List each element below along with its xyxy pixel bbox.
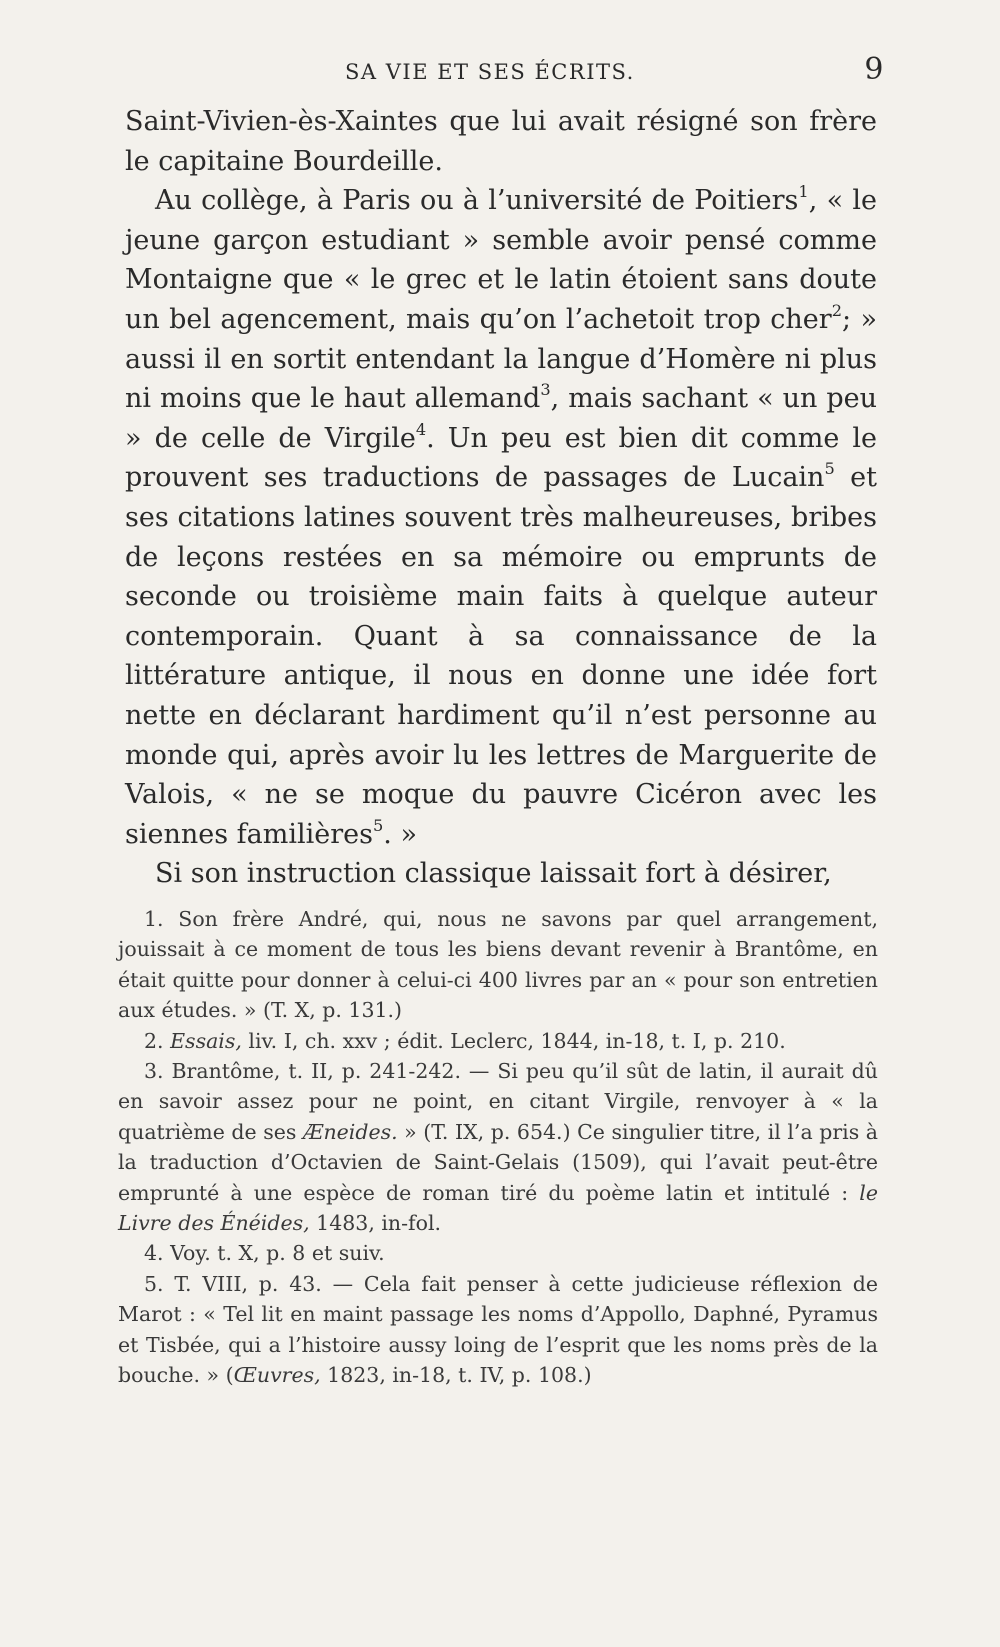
footnote-3 bbox=[118, 1056, 878, 1238]
footnote-ref: 2 bbox=[831, 300, 843, 320]
footnote-text: 1823, in-18, t. IV, p. 108.) bbox=[320, 1363, 592, 1388]
footnote-text: » (T. IX, p. 654.) Ce singulier titre, il l’a pris à la traduction d’Octavien de Saint-Gelais (1509), qui l’avait peut-être emprunté à une espèce de roman tiré du poème latin et intitulé : bbox=[118, 1119, 878, 1205]
text-segment: . Un peu est bien dit comme le prouvent ses traductions de passages de Lucain bbox=[125, 422, 878, 494]
paragraph-3: Si son instruction classique laissait fort à désirer, bbox=[155, 858, 832, 890]
work-title: Æneides. bbox=[302, 1119, 398, 1144]
footnote-ref: 4 bbox=[415, 419, 427, 439]
running-head bbox=[125, 52, 885, 92]
running-title: SA VIE ET SES ÉCRITS. bbox=[345, 60, 635, 84]
paragraph-2 bbox=[125, 181, 877, 854]
footnote-ref: 1 bbox=[798, 182, 809, 202]
footnote-number: 2. bbox=[144, 1028, 171, 1053]
work-title: Œuvres, bbox=[233, 1363, 321, 1388]
footnote-ref: 3 bbox=[540, 380, 551, 400]
work-title: Essais, bbox=[170, 1028, 242, 1053]
text-segment: . » bbox=[383, 818, 417, 850]
footnote-1: 1. Son frère André, qui, nous ne savons par quel arrangement, jouissait à ce moment de tous les biens devant revenir à Brantôme, en était quitte pour donner à celui-ci 400 livres par an « pour son entretien aux études. » (T. X, p. 131.) bbox=[118, 907, 878, 1023]
paragraph-1: Saint-Vivien-ès-Xaintes que lui avait résigné son frère le capitaine Bourdeille. bbox=[125, 106, 877, 177]
footnote-ref: 5 bbox=[824, 459, 835, 479]
footnote-text: 1483, in-fol. bbox=[309, 1211, 442, 1236]
footnotes bbox=[118, 904, 878, 1391]
footnote-text: liv. I, ch. xxv ; édit. Leclerc, 1844, in-18, t. I, p. 210. bbox=[241, 1028, 786, 1053]
work-title: le Livre des Énéides, bbox=[118, 1180, 878, 1236]
footnote-text: 3. Brantôme, t. II, p. 241-242. — Si peu qu’il sût de latin, il aurait dû en savoir assez pour ne point, en citant Virgile, renvoyer à « la quatrième de ses bbox=[118, 1059, 878, 1144]
text-segment: , mais sachant « un peu » de celle de Virgile bbox=[125, 383, 878, 454]
body-text bbox=[125, 102, 877, 894]
footnote-ref: 5 bbox=[372, 815, 384, 835]
text-segment: et ses citations latines souvent très malheureuses, bribes de leçons restées en sa mémoire ou emprunts de seconde ou troisième main faits à quelque auteur contemporain. Quant à sa connaissance de la littérature antique, il nous en donne une idée fort nette en déclarant hardiment qu’il n’est personne au monde qui, après avoir lu les lettres de Marguerite de Valois, « ne se moque du pauvre Cicéron avec les siennes familières bbox=[125, 462, 877, 850]
footnote-4: 4. Voy. t. X, p. 8 et suiv. bbox=[144, 1241, 385, 1266]
footnote-5 bbox=[118, 1269, 878, 1391]
footnote-2 bbox=[118, 1026, 878, 1056]
text-segment: Au collège, à Paris ou à l’université de Poitiers bbox=[155, 185, 799, 217]
page-number: 9 bbox=[864, 52, 885, 87]
text-segment: ; » aussi il en sortit entendant la langue d’Homère ni plus ni moins que le haut allemand bbox=[125, 303, 878, 415]
footnote-text: 5. T. VIII, p. 43. — Cela fait penser à cette judicieuse réflexion de Marot : « Tel lit en maint passage les noms d’Appollo, Daphné, Pyramus et Tisbée, qui a l’histoire aussy loing de l’esprit que les noms près de la bouche. » ( bbox=[118, 1271, 878, 1388]
text-segment: , « le jeune garçon estudiant » semble avoir pensé comme Montaigne que « le grec et le latin étoient sans doute un bel agencement, mais qu’on l’achetoit trop cher bbox=[125, 185, 877, 335]
